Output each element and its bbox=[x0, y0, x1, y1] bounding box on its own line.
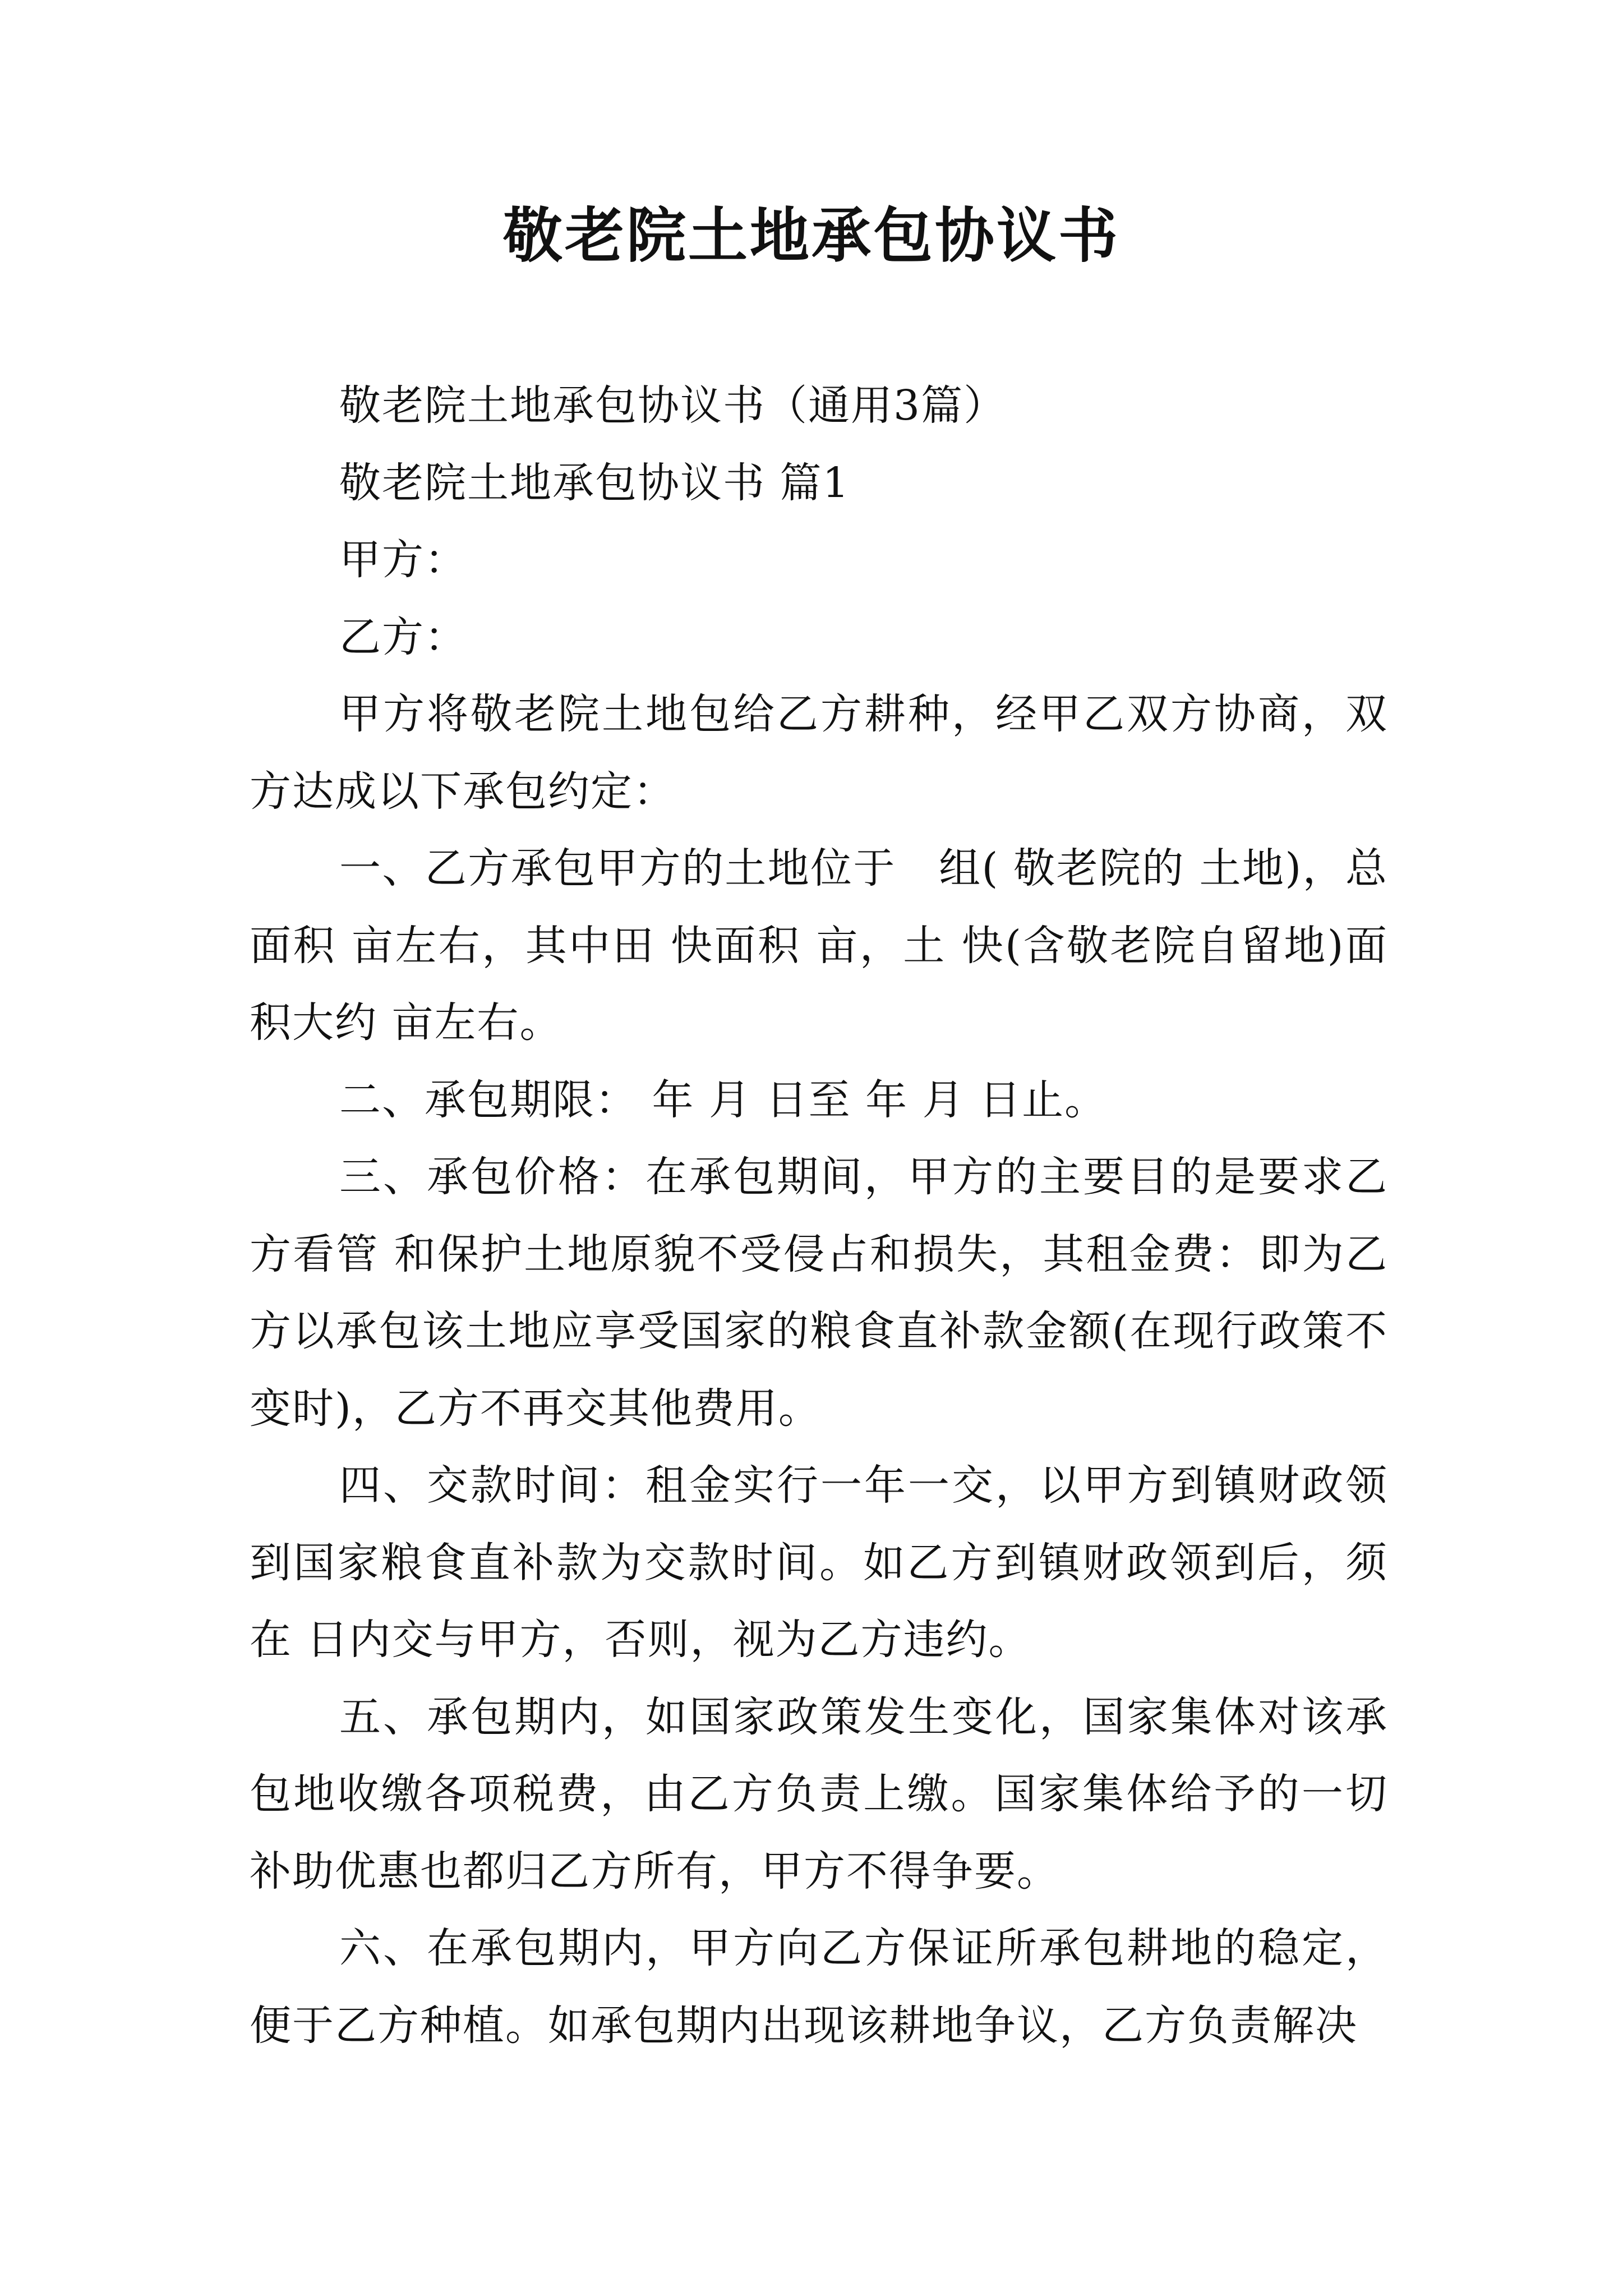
paragraph-party-a: 甲方： bbox=[339, 536, 467, 584]
document-body bbox=[250, 367, 1388, 2064]
paragraph-clause-2: 二、承包期限： 年 月 日至 年 月 日止。 bbox=[339, 1075, 1108, 1124]
paragraph-clause-6: 六、在承包期内，甲方向乙方保证所承包耕地的稳定，便于乙方种植。如承包期内出现该耕地争议，乙方负责解决 bbox=[250, 1924, 1388, 2050]
paragraph-clause-4: 四、交款时间：租金实行一年一交，以甲方到镇财政领到国家粮食直补款为交款时间。如乙方到镇财政领到后，须在 日内交与甲方，否则，视为乙方违约。 bbox=[250, 1461, 1388, 1664]
paragraph-party-b: 乙方： bbox=[339, 613, 467, 661]
paragraph-clause-3: 三、承包价格：在承包期间，甲方的主要目的是要求乙方看管 和保护土地原貌不受侵占和损失，其租金费：即为乙方以承包该土地应享受国家的粮食直补款金额(在现行政策不变时)，乙方不再交其他费用。 bbox=[250, 1153, 1388, 1433]
paragraph-intro: 甲方将敬老院土地包给乙方耕种，经甲乙双方协商，双方达成以下承包约定： bbox=[250, 690, 1388, 816]
paragraph-clause-1: 一、乙方承包甲方的土地位于 组( 敬老院的 土地)，总面积 亩左右，其中田 快面积 亩，土 快(含敬老院自留地)面积大约 亩左右。 bbox=[250, 844, 1388, 1047]
paragraph-subtitle: 敬老院土地承包协议书（通用3篇） bbox=[339, 381, 1007, 430]
paragraph-section-heading: 敬老院土地承包协议书 篇1 bbox=[339, 458, 850, 507]
paragraph-clause-5: 五、承包期内，如国家政策发生变化，国家集体对该承包地收缴各项税费，由乙方负责上缴。国家集体给予的一切补助优惠也都归乙方所有，甲方不得争要。 bbox=[250, 1692, 1388, 1895]
document-title: 敬老院土地承包协议书 bbox=[503, 200, 1120, 270]
